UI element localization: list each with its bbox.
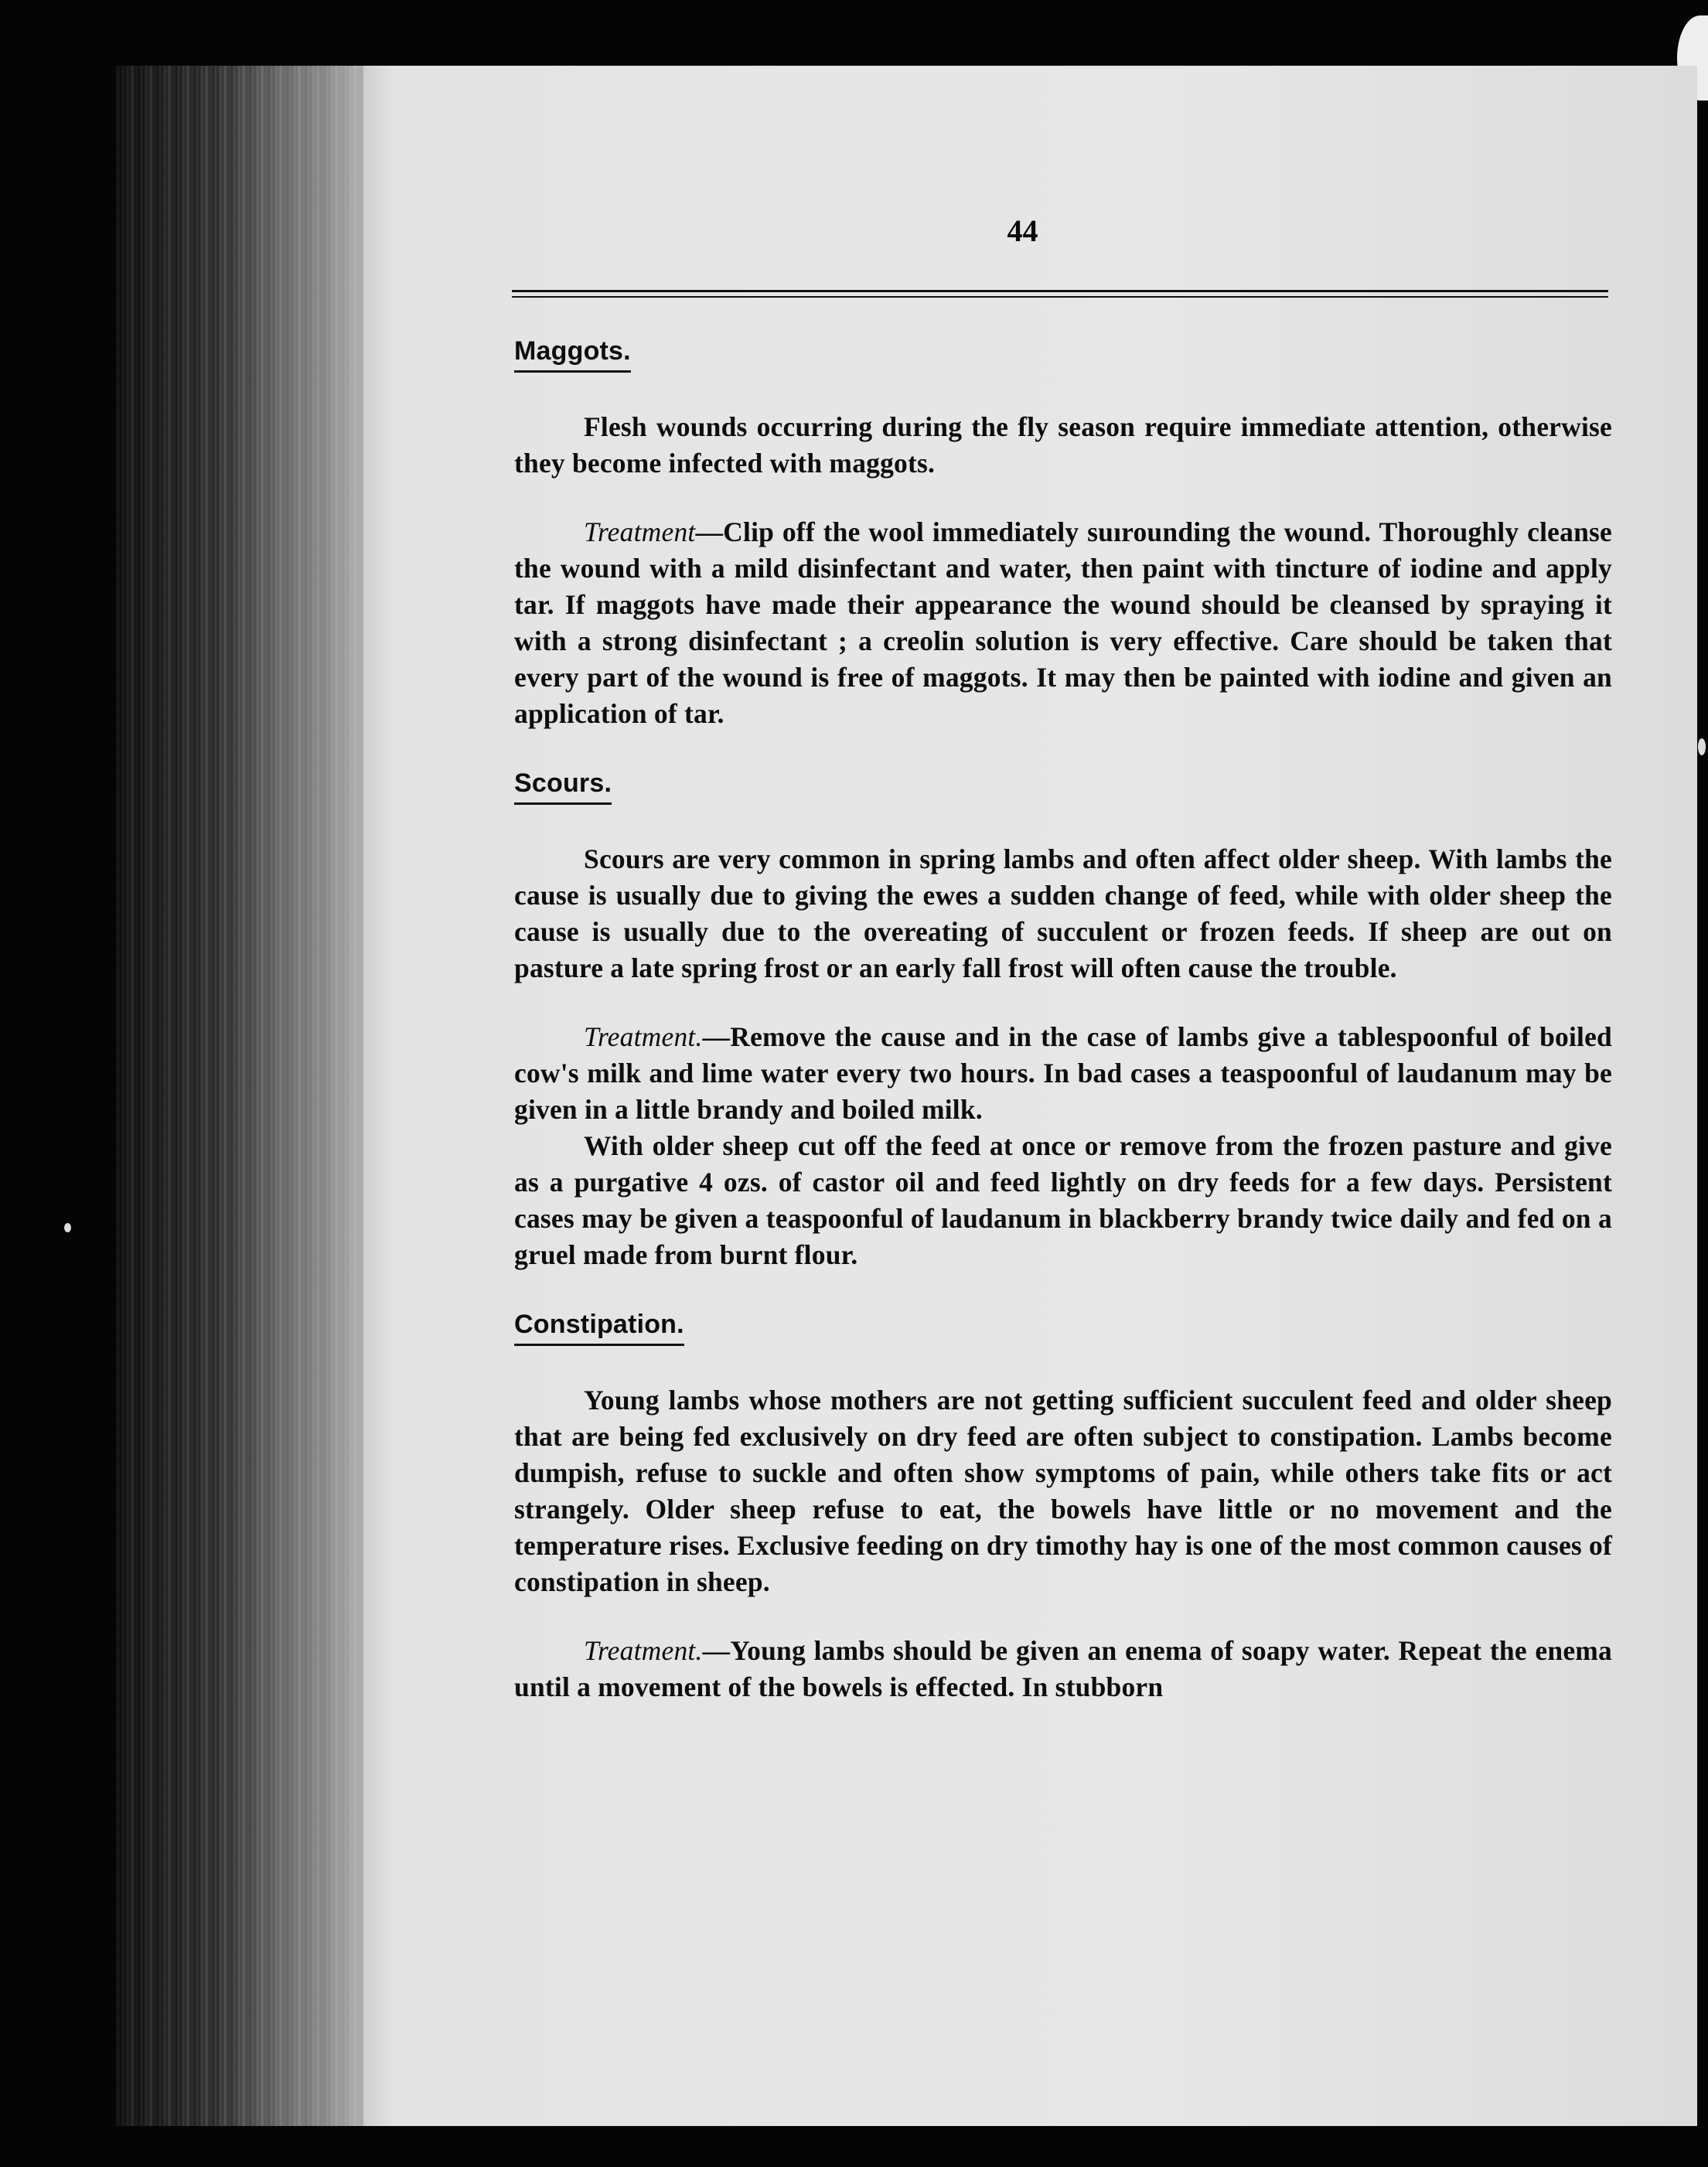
paragraph-text: —Remove the cause and in the case of lambs give a tablespoonful of boiled cow's milk and lime water every two hours. In bad cases a teaspoonful of laudanum may be given in a little brandy and boiled milk. bbox=[514, 1021, 1612, 1125]
page-number: 44 bbox=[1007, 213, 1038, 248]
page-body bbox=[514, 332, 1612, 1705]
scan-speck bbox=[1698, 738, 1706, 755]
paragraph-label: Treatment. bbox=[584, 1021, 703, 1052]
book-page bbox=[363, 66, 1697, 2126]
paragraph bbox=[514, 1382, 1612, 1600]
paragraph-text: —Young lambs should be given an enema of soapy water. Repeat the enema until a movement of the bowels is effected. In stubborn bbox=[514, 1635, 1612, 1702]
paragraph bbox=[514, 514, 1612, 732]
section-constipation bbox=[514, 1306, 1612, 1705]
paragraph bbox=[514, 1128, 1612, 1273]
section-heading: Constipation. bbox=[514, 1307, 684, 1346]
paragraph bbox=[514, 409, 1612, 482]
paragraph-text: With older sheep cut off the feed at once or remove from the frozen pasture and give as a purgative 4 ozs. of castor oil and feed lightly on dry feeds for a few days. Persistent cases may be given a teaspoonful of laudanum in blackberry brandy twice daily and fed on a gruel made from burnt flour. bbox=[514, 1130, 1612, 1270]
paragraph bbox=[514, 1019, 1612, 1128]
header-rule bbox=[512, 290, 1608, 298]
paragraph-text: Scours are very common in spring lambs and often affect older sheep. With lambs the cause is usually due to giving the ewes a sudden change of feed, while with older sheep the cause is usually due to the overeating of succulent or frozen feeds. If sheep are out on pasture a late spring frost or an early fall frost will often cause the trouble. bbox=[514, 843, 1612, 983]
section-maggots bbox=[514, 332, 1612, 732]
paragraph bbox=[514, 841, 1612, 986]
section-heading: Scours. bbox=[514, 765, 612, 805]
section-heading: Maggots. bbox=[514, 333, 631, 373]
paragraph-label: Treatment bbox=[584, 516, 696, 547]
section-scours bbox=[514, 765, 1612, 1273]
paragraph-label: Treatment. bbox=[584, 1635, 703, 1666]
book-page-edges bbox=[116, 66, 371, 2126]
paragraph-text: Young lambs whose mothers are not getting sufficient succulent feed and older sheep that are being fed exclusively on dry feed are often subject to constipation. Lambs become dumpish, refuse to suckle and often show symptoms of pain, while others take fits or act strangely. Older sheep refuse to eat, the bowels have little or no movement and the temperature rises. Exclusive feeding on dry timothy hay is one of the most common causes of constipation in sheep. bbox=[514, 1385, 1612, 1597]
paragraph-text: Flesh wounds occurring during the fly season require immediate attention, otherwise they become infected with maggots. bbox=[514, 411, 1612, 479]
paragraph bbox=[514, 1633, 1612, 1705]
scan-speck bbox=[64, 1223, 71, 1232]
paragraph-text: —Clip off the wool immediately suırounding the wound. Thoroughly cleanse the wound with a mild disinfectant and water, then paint with tincture of iodine and apply tar. If maggots have made their appearance the wound should be cleansed by spraying it with a strong disinfectant ; a creolin solution is very effective. Care should be taken that every part of the wound is free of maggots. It may then be painted with iodine and given an application of tar. bbox=[514, 516, 1612, 729]
